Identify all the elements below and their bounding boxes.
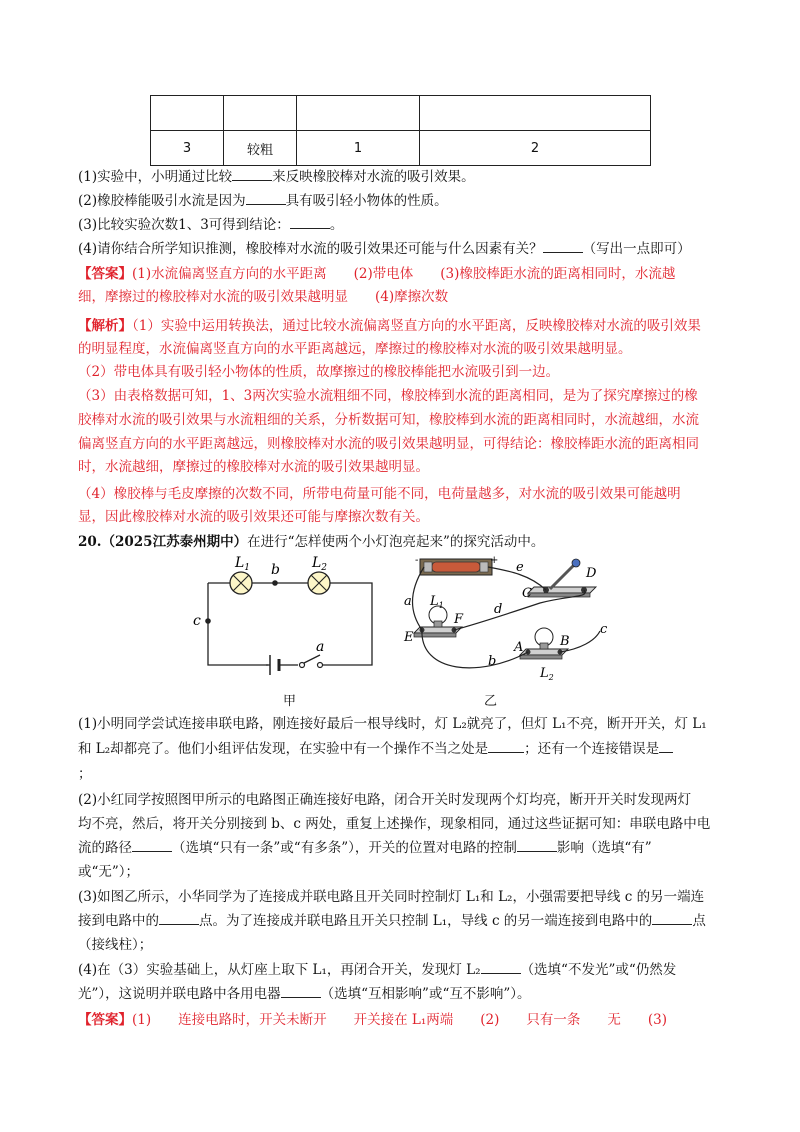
battery-box-icon [415,555,498,575]
text: (1)实验中，小明通过比较 [78,169,233,185]
label-d: d [494,602,503,617]
text: （选填“互相影响”或“互不影响”）。 [320,986,531,1002]
lamp-l1-icon [230,572,252,594]
answer-blank [481,959,521,974]
text: (2)小红同学按照图甲所示的电路图正确连接好电路，闭合开关时发现两个灯均亮，断开开关时发现两灯 [78,792,692,808]
text: （接线柱）； [78,937,153,953]
q19-analysis-line8 [78,483,728,505]
text: ； [78,766,92,782]
switch-icon [300,655,323,668]
table-cell [224,96,297,131]
answer-blank [543,238,583,253]
text: 影响（选填“有” [556,840,652,856]
text: (1)小明同学尝试连接串联电路，刚连接好最后一根导线时，灯 L₂就亮了，但灯 L₁不亮，断开开关，灯 L₁ [78,716,707,732]
q20-part2-line1 [78,789,728,811]
q19-part4 [78,238,728,260]
q20-part2-line3 [78,837,728,859]
text: 来反映橡胶棒对水流的吸引效果。 [272,169,475,185]
text: 细，摩擦过的橡胶棒对水流的吸引效果越明显 (4)摩擦次数 [78,289,449,305]
q19-part2 [78,190,728,212]
label-c: c [600,622,608,637]
q19-answer-line2 [78,286,728,308]
label-b: b [271,562,280,578]
text: 光”），这说明并联电路中各用电器 [78,986,281,1002]
text: 和 L₂却都亮了。他们小组评估发现，在实验中有一个操作不当之处是 [78,741,489,757]
text: （4）橡胶棒与毛皮摩擦的次数不同，所带电荷量可能不同，电荷量越多，对水流的吸引效果可能越明 [78,486,681,502]
node-b-dot [272,580,278,586]
answer-blank [246,190,286,205]
table-cell [297,96,420,131]
text: （3）由表格数据可知，1、3两次实验水流粗细不同，橡胶棒到水流的距离相同，是为了探究摩擦过的橡 [78,388,698,404]
lamp-l2-icon [308,572,330,594]
text: (3)比较实验次数1、3可得到结论： [78,217,290,233]
label-B: B [560,634,570,649]
q19-analysis-line4 [78,385,728,407]
answer-blank [159,910,199,925]
text: （选填“只有一条”或“有多条”），开关的位置对电路的控制 [172,840,517,856]
q19-part3 [78,214,728,236]
label-F: F [454,612,464,627]
q19-analysis-line2 [78,338,728,360]
answer-blank [232,166,272,181]
label-l1: $L_1$ [430,594,444,610]
wire [320,583,372,665]
analysis-tag: 【解析】 [78,318,132,334]
text: (4)请你结合所学知识推测，橡胶棒对水流的吸引效果还可能与什么因素有关？ [78,241,543,257]
label-A: A [514,640,524,655]
minus-sign: - [415,555,419,566]
answer-blank [517,837,557,852]
experiment-table [150,95,651,166]
text: 点 [692,913,706,929]
answer-blank [281,983,321,998]
answer-blank [488,738,524,753]
answer-tag: 【答案】 [78,1012,132,1028]
text: 接到电路中的 [78,913,159,929]
q20-part3-line2 [78,910,728,932]
q19-analysis-line9 [78,506,728,528]
text: (3)如图乙所示，小华同学为了连接成并联电路且开关同时控制灯 L₁和 L₂，小强需要把导线 c 的另一端连 [78,889,705,905]
text: (4)在（3）实验基础上，从灯座上取下 L₁，再闭合开关，发现灯 L₂ [78,962,481,978]
q20-part2-line4 [78,861,728,883]
text: （1）实验中运用转换法，通过比较水流偏离竖直方向的水平距离，反映橡胶棒对水流的吸引效果 [132,318,701,334]
text: （写出一点即可） [582,241,691,257]
text: 点。为了连接成并联电路且开关只控制 L₁，导线 c 的另一端连接到电路中的 [199,913,653,929]
wire [208,583,268,665]
label-a: a [316,639,325,655]
table-row [151,96,651,131]
answer-blank [132,837,172,852]
battery-icon [266,655,284,675]
text: 。 [329,217,344,233]
text: （2）带电体具有吸引轻小物体的性质，故摩擦过的橡胶棒能把水流吸引到一边。 [78,364,560,380]
text: 的明显程度，水流偏离竖直方向的水平距离越远，摩擦过的橡胶棒对水流的吸引效果越明显。 [78,341,632,357]
text: (1) 连接电路时，开关未断开 开关接在 L₁两端 (2) 只有一条 无 (3) [132,1012,668,1028]
q19-part1 [78,166,728,188]
figure-caption-jia: 甲 [283,694,297,709]
wire-a [413,567,425,630]
answer-blank [290,214,330,229]
q20-part1-line1 [78,713,728,735]
text: 具有吸引轻小物体的性质。 [285,193,448,209]
circuit-diagram-jia [180,555,380,695]
q19-analysis-line1 [78,315,728,337]
question-source: （2025江苏泰州期中） [101,534,248,550]
table-cell: 较粗 [224,131,297,166]
text: 或“无”）； [78,864,140,880]
text: 时，水流越细，摩擦过的橡胶棒对水流的吸引效果越明显。 [78,459,429,475]
table-cell [151,96,224,131]
label-a: a [404,594,412,609]
answer-blank [652,910,692,925]
label-D: D [586,566,597,581]
question-stem: 在进行“怎样使两个小灯泡亮起来”的探究活动中。 [247,534,545,550]
q20-part3-line1 [78,886,728,908]
q19-analysis-line3 [78,361,728,383]
text: (1)水流偏离竖直方向的水平距离 (2)带电体 (3)橡胶棒距水流的距离相同时，水流越 [132,266,676,282]
text: 偏离竖直方向的水平距离越远，则橡胶棒对水流的吸引效果越明显，可得结论：橡胶棒距水流的距离相同 [78,436,699,452]
q20-part1-line3 [78,763,728,785]
circuit-drawing-yi [400,553,620,688]
q20-part4-line1 [78,959,728,981]
q20-part3-line3 [78,934,728,956]
q20-part2-line2 [78,813,728,835]
q19-analysis-line6 [78,433,728,455]
q20-heading [78,531,728,553]
q20-part1-line2 [78,738,728,760]
q20-part4-line2 [78,983,728,1005]
plus-sign: + [490,555,499,566]
table-row [151,131,651,166]
table-cell: 2 [420,131,651,166]
q19-analysis-line7 [78,456,728,478]
label-E: E [404,630,414,645]
answer-tag: 【答案】 [78,266,132,282]
table-cell: 1 [297,131,420,166]
label-C: C [522,586,532,601]
text: ；还有一个连接错误是 [524,741,660,757]
label-e: e [516,560,524,575]
node-c-dot [205,618,211,624]
text: 胶棒对水流的吸引效果与水流粗细的关系，分析数据可知，橡胶棒到水流的距离相同时，水流越细，水流 [78,412,699,428]
label-l1: $L_1$ [235,555,251,573]
label-b: b [488,654,497,669]
table-cell [420,96,651,131]
text: （选填“不发光”或“仍然发 [520,962,677,978]
text: 显，因此橡胶棒对水流的吸引效果还可能与摩擦次数有关。 [78,509,429,525]
label-l2: $L_2$ [540,666,554,682]
answer-blank [659,738,673,753]
label-l2: $L_2$ [312,555,328,573]
label-c: c [193,613,201,629]
question-number: 20. [78,534,102,550]
text: (2)橡胶棒能吸引水流是因为 [78,193,246,209]
q19-answer-line1 [78,263,728,285]
text: 均不亮，然后，将开关分别接到 b、c 两处，重复上述操作，现象相同，通过这些证据可知：串联电路中电 [78,816,711,832]
q19-analysis-line5 [78,409,728,431]
text: 流的路径 [78,840,132,856]
q20-answer [78,1009,728,1031]
figure-caption-yi: 乙 [484,694,498,709]
table-cell: 3 [151,131,224,166]
